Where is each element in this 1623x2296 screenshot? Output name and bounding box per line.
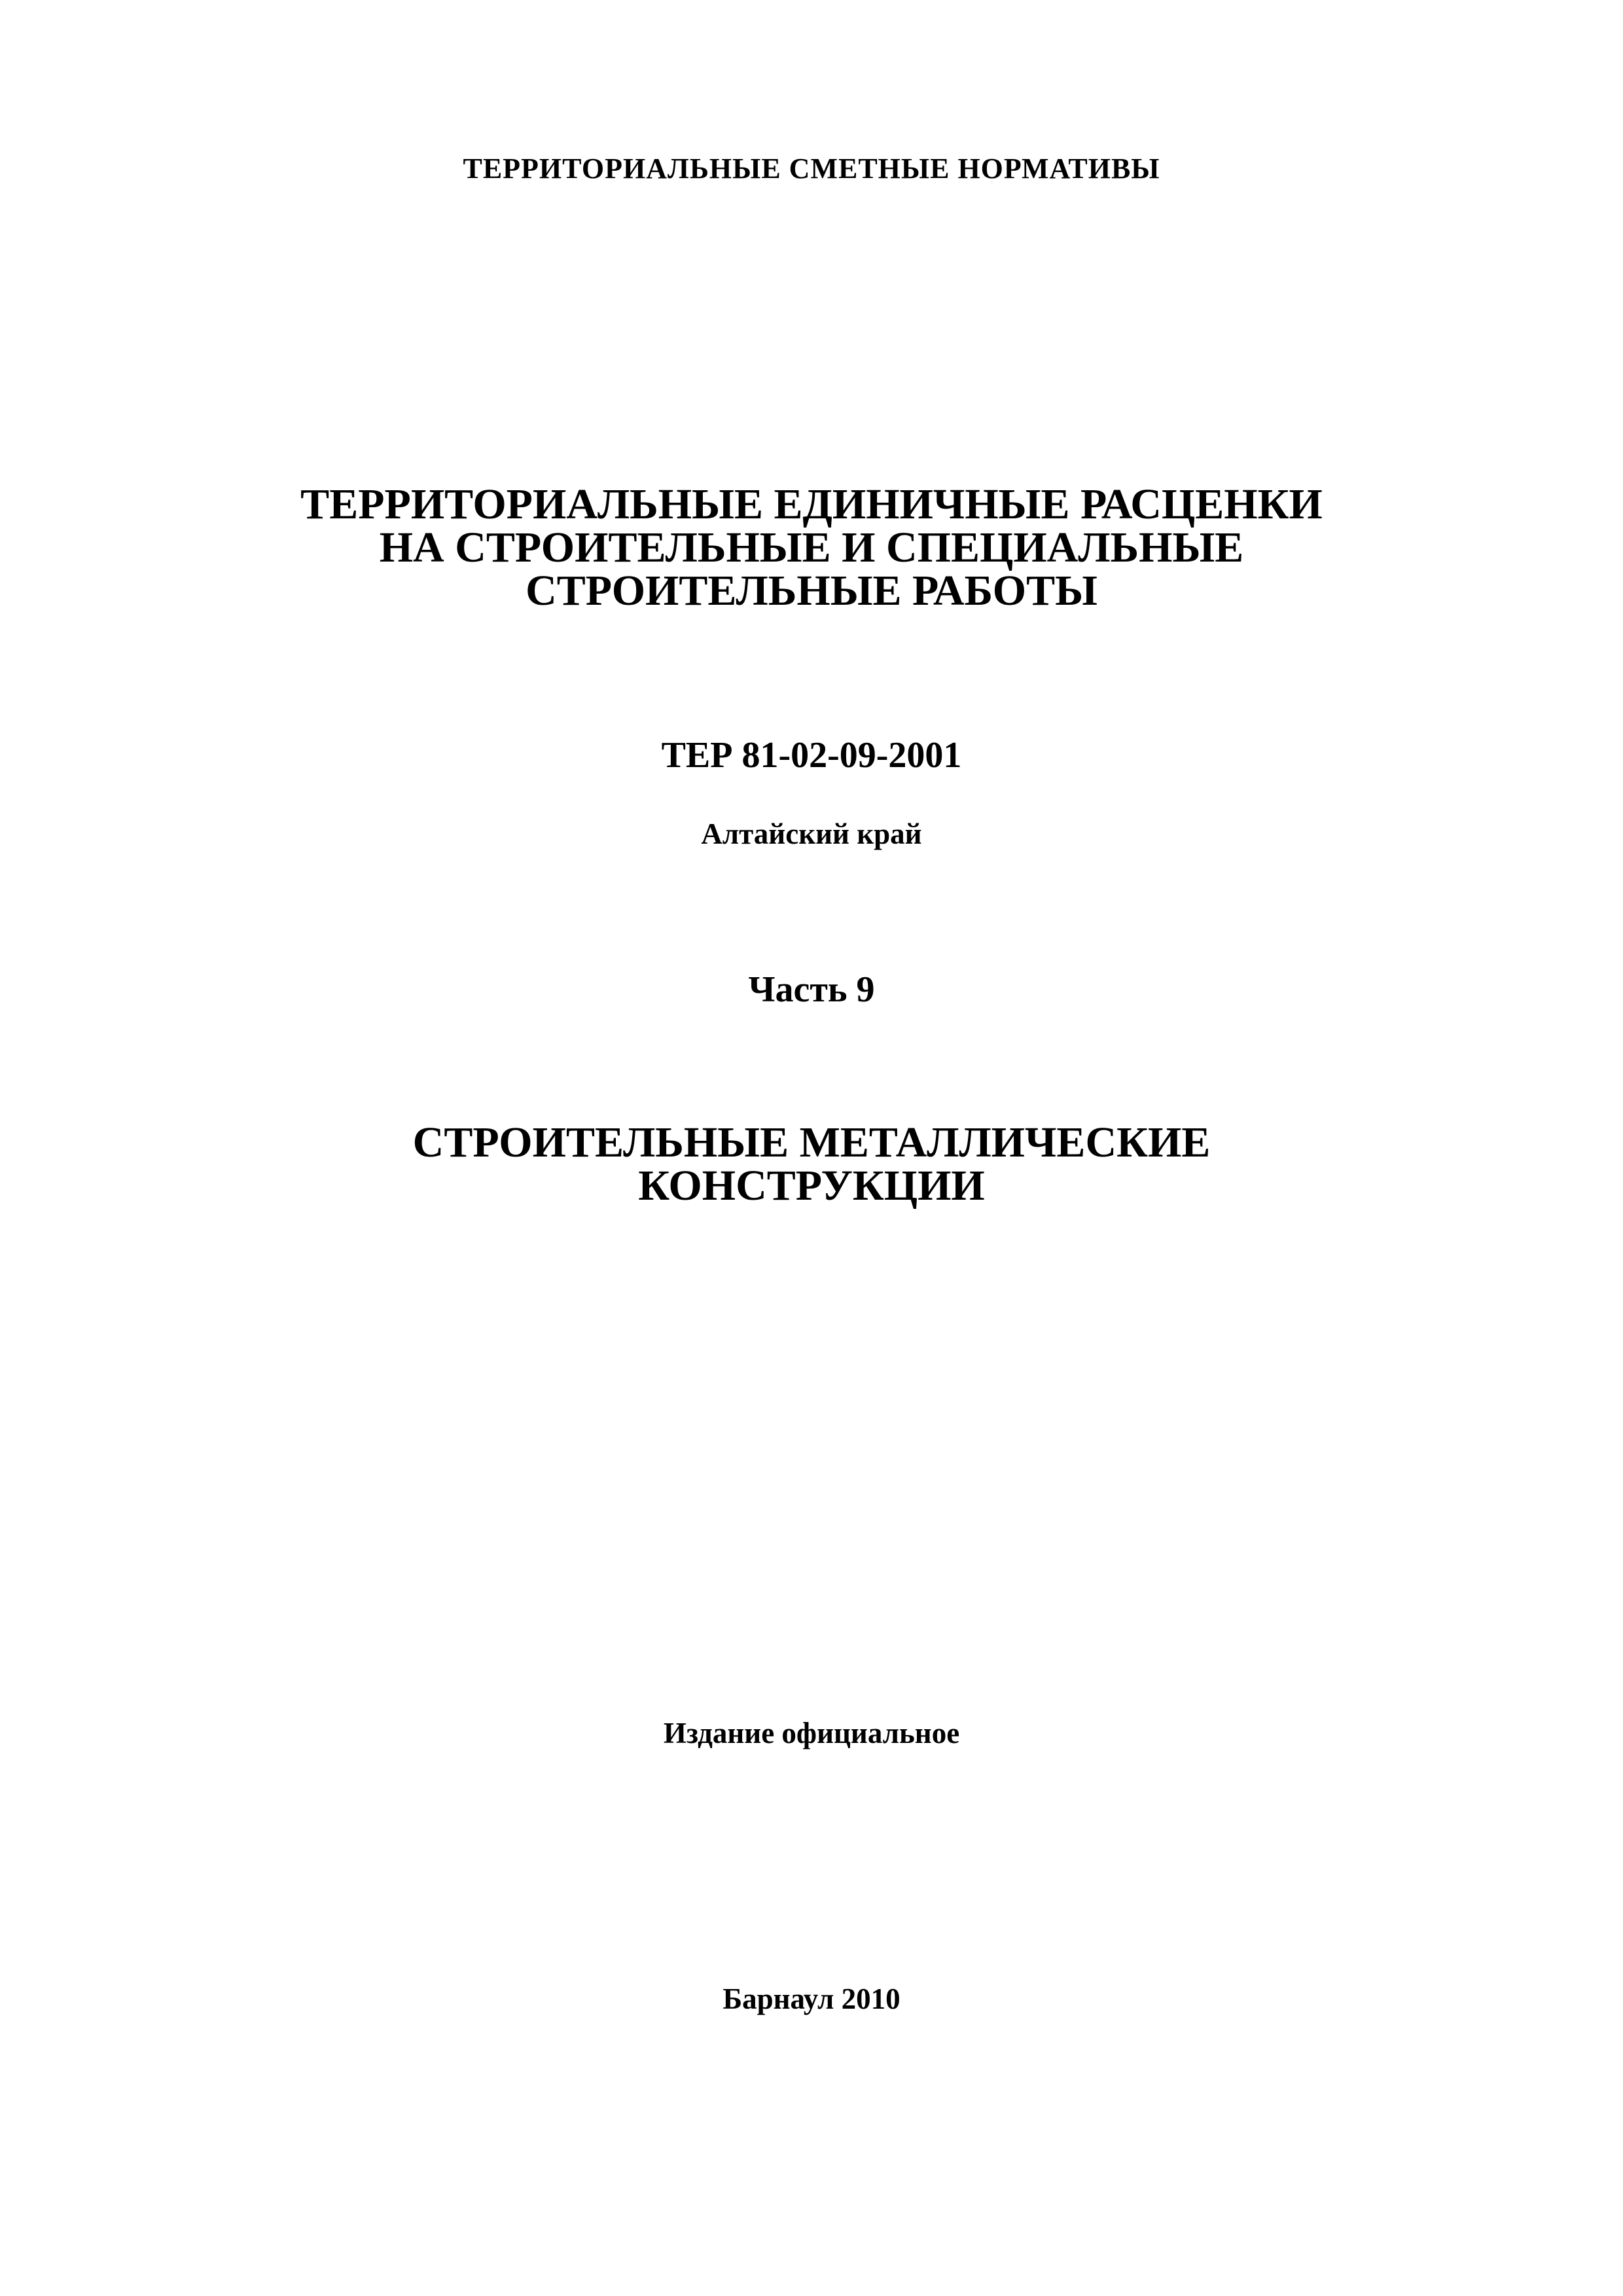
part-title-line-1: СТРОИТЕЛЬНЫЕ МЕТАЛЛИЧЕСКИЕ: [412, 1119, 1211, 1166]
part-number: Часть 9: [748, 969, 875, 1010]
part-title-line-2: КОНСТРУКЦИИ: [638, 1162, 985, 1210]
series-heading: ТЕРРИТОРИАЛЬНЫЕ СМЕТНЫЕ НОРМАТИВЫ: [463, 152, 1160, 185]
part-title: [0, 1121, 1623, 1208]
region-name: Алтайский край: [701, 817, 922, 850]
imprint-place-year: Барнаул 2010: [722, 1982, 901, 2015]
document-title-line-2: НА СТРОИТЕЛЬНЫЕ И СПЕЦИАЛЬНЫЕ: [379, 524, 1244, 571]
document-code: ТЕР 81-02-09-2001: [661, 735, 962, 776]
document-title: [0, 480, 1623, 615]
edition-note: Издание официальное: [663, 1717, 960, 1749]
document-title-line-3: СТРОИТЕЛЬНЫЕ РАБОТЫ: [526, 567, 1097, 615]
document-title-line-1: ТЕРРИТОРИАЛЬНЫЕ ЕДИНИЧНЫЕ РАСЦЕНКИ: [300, 480, 1323, 528]
